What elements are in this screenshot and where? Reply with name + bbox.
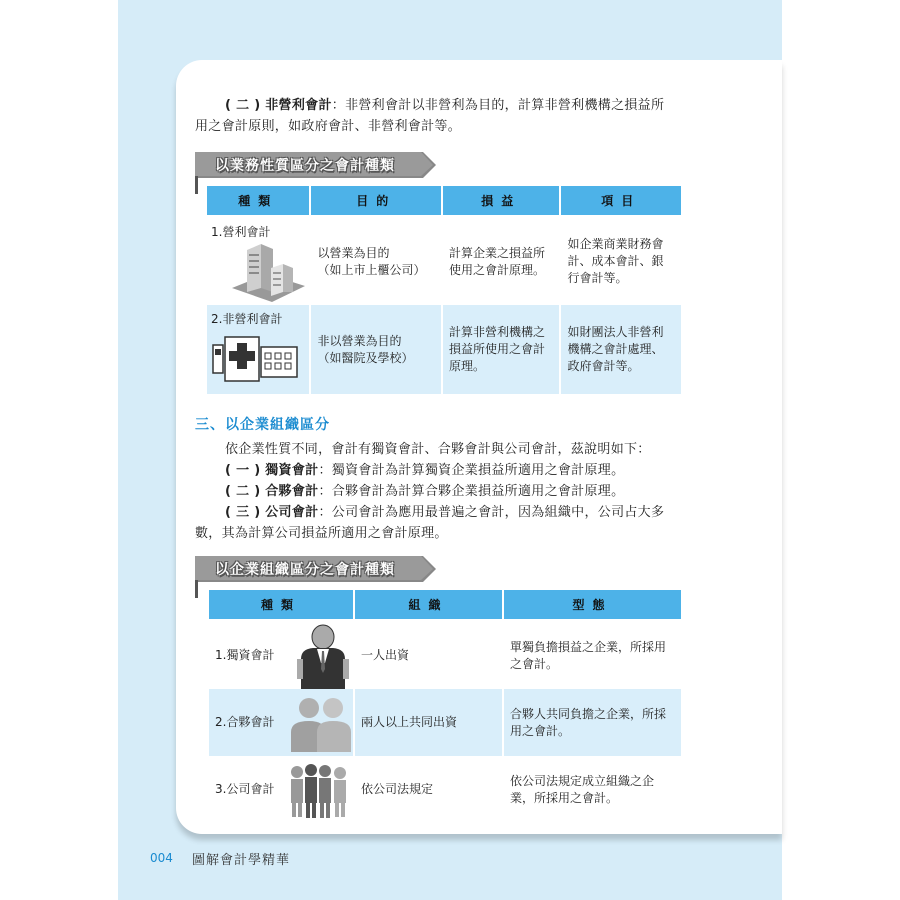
section-banner [195, 152, 437, 178]
items-line: 行會計等。 [567, 271, 628, 285]
banner-connector [195, 176, 198, 194]
kind-label: 1.營利會計 [211, 225, 271, 239]
table-row [207, 305, 681, 394]
business-nature-table [205, 186, 683, 394]
table-row [209, 756, 681, 823]
page-number: 004 [150, 851, 173, 865]
form-line: 單獨負擔損益之企業，所採用 [510, 639, 667, 654]
column-header: 損益 [443, 186, 559, 218]
org-text: 一人出資 [361, 648, 410, 662]
profit-line: 原理。 [448, 359, 485, 373]
form-line: 之會計。 [510, 656, 559, 671]
section3-last-line: 數，其為計算公司損益所適用之會計原理。 [195, 526, 448, 541]
form-line: 依公司法規定成立組織之企 [510, 773, 655, 788]
purpose-line: （如上市上櫃公司） [317, 262, 426, 277]
purpose-line: （如醫院及學校） [317, 350, 414, 365]
hospital-school-icon [211, 331, 301, 389]
intro-lead: ( 二 ) 非營利會計 [225, 98, 332, 113]
office-building-icon [227, 240, 307, 304]
kind-label: 3.公司會計 [215, 782, 275, 796]
purpose-line: 以營業為目的 [317, 245, 390, 260]
section-heading: 三、以企業組織區分 [195, 417, 330, 433]
form-line: 用之會計。 [510, 723, 571, 738]
form-line: 合夥人共同負擔之企業，所採 [510, 706, 667, 721]
items-line: 機構之會計處理、 [567, 342, 664, 356]
two-partners-icon [289, 694, 353, 752]
profit-line: 計算企業之損益所 [448, 245, 545, 260]
kind-label: 1.獨資會計 [215, 648, 275, 662]
group-people-icon [287, 762, 351, 818]
organization-table [207, 590, 683, 823]
profit-line: 損益所使用之會計 [448, 342, 545, 356]
items-line: 如企業商業財務會 [567, 237, 664, 251]
section3-item: ( 一 ) 獨資會計：獨資會計為計算獨資企業損益所適用之會計原理。 [225, 463, 625, 478]
section-banner [195, 556, 437, 582]
banner-title: 以企業組織區分之會計種類 [215, 562, 395, 578]
kind-label: 2.合夥會計 [215, 715, 275, 729]
section3-intro: 依企業性質不同，會計有獨資會計、合夥會計與公司會計，茲說明如下： [225, 442, 651, 457]
column-header: 項目 [561, 186, 681, 218]
book-title: 圖解會計學精華 [192, 853, 291, 868]
section3-item: ( 二 ) 合夥會計：合夥會計為計算合夥企業損益所適用之會計原理。 [225, 484, 625, 499]
column-header: 種類 [209, 590, 353, 622]
org-text: 兩人以上共同出資 [361, 715, 458, 729]
profit-line: 使用之會計原理。 [448, 262, 545, 277]
table-row [207, 218, 681, 305]
purpose-line: 非以營業為目的 [317, 333, 402, 348]
businessman-icon [295, 623, 351, 689]
banner-connector [195, 580, 198, 598]
section3-body [195, 439, 690, 544]
profit-line: 計算非營利機構之 [448, 325, 545, 339]
kind-label: 2.非營利會計 [211, 312, 283, 326]
column-header: 種類 [207, 186, 309, 218]
column-header: 型態 [504, 590, 681, 622]
banner-title: 以業務性質區分之會計種類 [215, 158, 395, 174]
table-row [209, 622, 681, 689]
intro-line2: 用之會計原則，如政府會計、非營利會計等。 [195, 119, 462, 134]
org-text: 依公司法規定 [361, 782, 434, 796]
items-line: 計、成本會計、銀 [567, 254, 664, 268]
intro-paragraph [195, 95, 690, 137]
table-row [209, 689, 681, 756]
items-line: 如財團法人非營利 [567, 325, 664, 339]
intro-line1: ：非營利會計以非營利為目的，計算非營利機構之損益所 [331, 98, 665, 113]
column-header: 目的 [311, 186, 441, 218]
form-line: 業，所採用之會計。 [510, 790, 619, 805]
items-line: 政府會計等。 [567, 359, 640, 373]
section3-item: ( 三 ) 公司會計：公司會計為應用最普遍之會計，因為組織中，公司占大多 [225, 505, 665, 520]
column-header: 組織 [355, 590, 502, 622]
